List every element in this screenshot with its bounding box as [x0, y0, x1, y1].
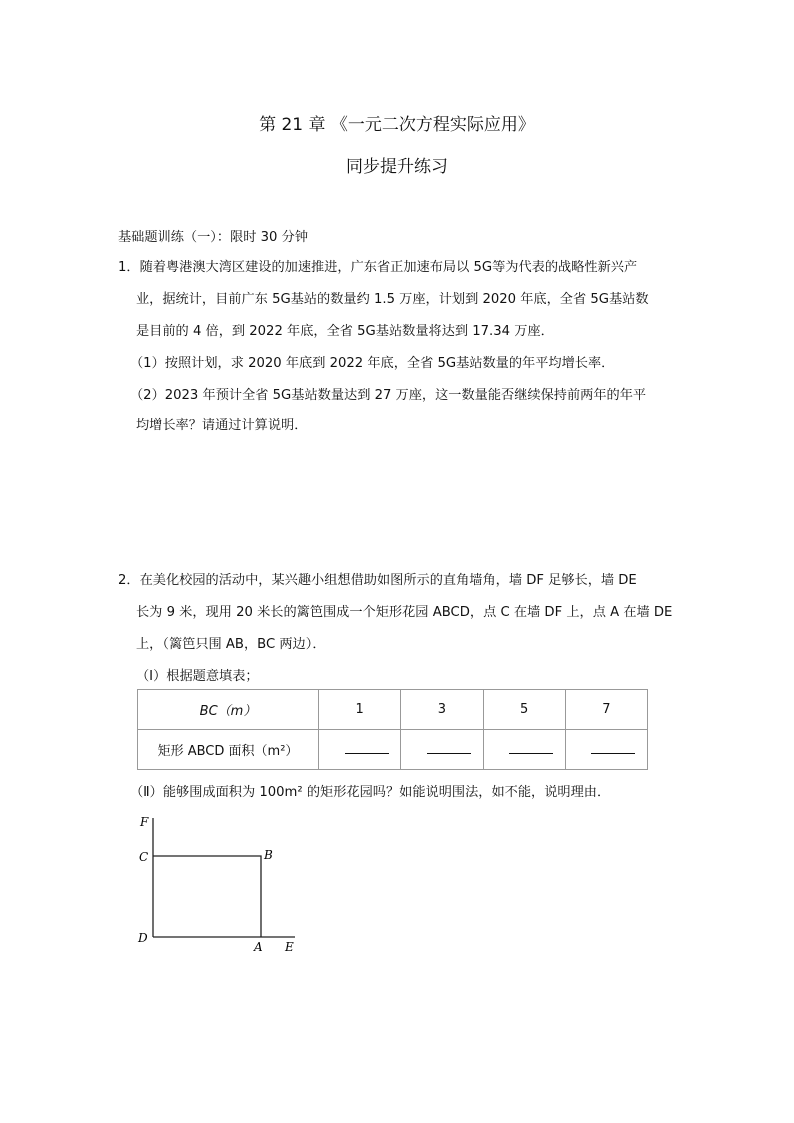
page-title: 第 21 章 《一元二次方程实际应用》 — [259, 115, 535, 135]
q2-line: 上，（篱笆只围 AB，BC 两边）． — [136, 637, 326, 652]
table-cell: 1 — [319, 690, 401, 730]
q1-line: 业，据统计，目前广东 5G基站的数量约 1.5 万座，计划到 2020 年底，全省 5G基站数 — [136, 292, 649, 307]
q1-part1: （1）按照计划，求 2020 年底到 2022 年底，全省 5G基站数量的年平均增长率． — [130, 356, 615, 371]
table-cell: 7 — [565, 690, 647, 730]
label-f: F — [140, 815, 149, 829]
answer-blank[interactable] — [319, 730, 401, 770]
page-subtitle: 同步提升练习 — [346, 157, 448, 177]
table-header-bc — [138, 690, 319, 730]
garden-diagram — [130, 810, 310, 960]
table-header-area: 矩形 ABCD 面积（m²） — [138, 730, 319, 770]
table-row — [138, 690, 648, 730]
answer-blank[interactable] — [565, 730, 647, 770]
q1-part2: （2）2023 年预计全省 5G基站数量达到 27 万座，这一数量能否继续保持前两年的年平 — [130, 388, 647, 403]
q2-part2: （Ⅱ）能够围成面积为 100m² 的矩形花园吗？如能说明围法，如不能，说明理由． — [130, 785, 611, 800]
section-heading: 基础题训练（一）：限时 30 分钟 — [118, 230, 309, 245]
fill-table — [137, 689, 648, 770]
q1-line: 均增长率？请通过计算说明． — [136, 418, 308, 433]
q2-line: 2．在美化校园的活动中，某兴趣小组想借助如图所示的直角墙角，墙 DF 足够长，墙 DE — [118, 573, 637, 588]
table-cell: 5 — [483, 690, 565, 730]
label-a: A — [254, 940, 263, 954]
answer-blank[interactable] — [483, 730, 565, 770]
q2-part1: （Ⅰ）根据题意填表； — [136, 669, 259, 684]
q1-line: 是目前的 4 倍，到 2022 年底，全省 5G基站数量将达到 17.34 万座． — [136, 324, 554, 339]
answer-blank[interactable] — [401, 730, 483, 770]
header-text: BC（m） — [199, 704, 257, 719]
table-row — [138, 730, 648, 770]
label-e: E — [285, 940, 294, 954]
q1-line: 1．随着粤港澳大湾区建设的加速推进，广东省正加速布局以 5G等为代表的战略性新兴产 — [118, 260, 638, 275]
table-cell: 3 — [401, 690, 483, 730]
label-c: C — [139, 850, 149, 864]
label-b: B — [264, 848, 273, 862]
label-d: D — [138, 931, 148, 945]
q2-line: 长为 9 米，现用 20 米长的篱笆围成一个矩形花园 ABCD，点 C 在墙 DF 上，点 A 在墙 DE — [136, 605, 673, 620]
fence-ab-bc — [153, 856, 261, 937]
